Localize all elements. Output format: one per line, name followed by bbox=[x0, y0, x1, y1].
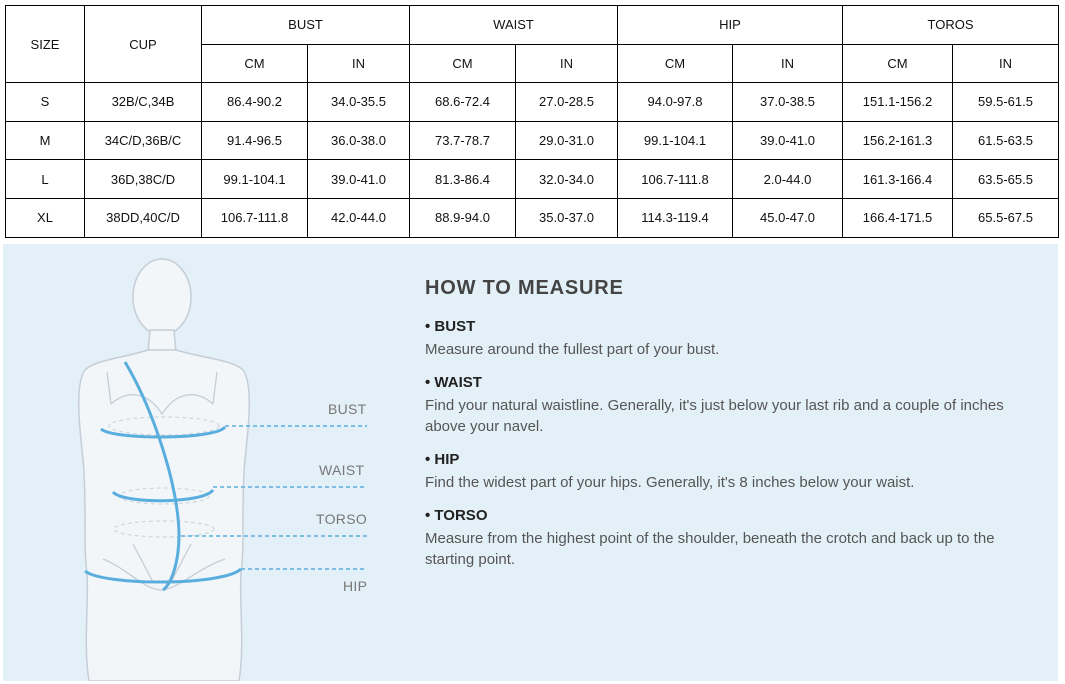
torso-header: TOROS bbox=[843, 6, 1059, 45]
table-cell: 35.0-37.0 bbox=[516, 198, 618, 237]
table-cell: 166.4-171.5 bbox=[843, 198, 953, 237]
table-cell: 38DD,40C/D bbox=[85, 198, 202, 237]
table-row bbox=[6, 160, 1059, 199]
figure-neck bbox=[148, 330, 176, 352]
table-cell: 32.0-34.0 bbox=[516, 160, 618, 199]
table-cell: 161.3-166.4 bbox=[843, 160, 953, 199]
section-text: Measure from the highest point of the shoulder, beneath the crotch and back up to the starting point. bbox=[425, 530, 995, 568]
unit-header: CM bbox=[202, 44, 308, 83]
table-cell: 68.6-72.4 bbox=[410, 83, 516, 122]
table-cell: 45.0-47.0 bbox=[733, 198, 843, 237]
section-heading: • BUST bbox=[425, 318, 476, 335]
figure-head bbox=[133, 259, 191, 335]
unit-header: IN bbox=[953, 44, 1059, 83]
unit-header: CM bbox=[843, 44, 953, 83]
table-cell: 34.0-35.5 bbox=[308, 83, 410, 122]
table-cell: 151.1-156.2 bbox=[843, 83, 953, 122]
table-cell: 39.0-41.0 bbox=[733, 121, 843, 160]
figure-label-torso: TORSO bbox=[316, 511, 368, 527]
waist-header: WAIST bbox=[410, 6, 618, 45]
cup-header: CUP bbox=[85, 6, 202, 83]
unit-header: CM bbox=[410, 44, 516, 83]
section-text: Measure around the fullest part of your bust. bbox=[425, 341, 720, 358]
section-text: Find your natural waistline. Generally, it's just below your last rib and a couple of inches above your navel. bbox=[425, 397, 1004, 435]
size-header: SIZE bbox=[6, 6, 85, 83]
figure-label-bust: BUST bbox=[328, 401, 367, 417]
table-cell: 32B/C,34B bbox=[85, 83, 202, 122]
hip-instruction bbox=[425, 451, 1045, 493]
figure-label-waist: WAIST bbox=[319, 462, 365, 478]
table-cell: 88.9-94.0 bbox=[410, 198, 516, 237]
table-cell: 59.5-61.5 bbox=[953, 83, 1059, 122]
table-header-row bbox=[6, 6, 1059, 45]
section-heading: • WAIST bbox=[425, 374, 482, 391]
measure-instructions bbox=[425, 277, 1045, 584]
table-cell: S bbox=[6, 83, 85, 122]
table-cell: 61.5-63.5 bbox=[953, 121, 1059, 160]
table-cell: M bbox=[6, 121, 85, 160]
table-cell: 156.2-161.3 bbox=[843, 121, 953, 160]
table-cell: XL bbox=[6, 198, 85, 237]
table-cell: 91.4-96.5 bbox=[202, 121, 308, 160]
table-cell: 106.7-111.8 bbox=[618, 160, 733, 199]
table-cell: L bbox=[6, 160, 85, 199]
table-row bbox=[6, 83, 1059, 122]
table-cell: 29.0-31.0 bbox=[516, 121, 618, 160]
size-chart-table bbox=[5, 5, 1059, 238]
unit-header: IN bbox=[733, 44, 843, 83]
figure-body bbox=[79, 350, 250, 681]
table-cell: 73.7-78.7 bbox=[410, 121, 516, 160]
table-cell: 86.4-90.2 bbox=[202, 83, 308, 122]
hip-header: HIP bbox=[618, 6, 843, 45]
table-cell: 65.5-67.5 bbox=[953, 198, 1059, 237]
table-cell: 99.1-104.1 bbox=[618, 121, 733, 160]
table-row bbox=[6, 198, 1059, 237]
table-cell: 99.1-104.1 bbox=[202, 160, 308, 199]
unit-header: IN bbox=[308, 44, 410, 83]
table-cell: 63.5-65.5 bbox=[953, 160, 1059, 199]
table-cell: 81.3-86.4 bbox=[410, 160, 516, 199]
how-to-measure-panel bbox=[3, 244, 1058, 681]
section-heading: • TORSO bbox=[425, 507, 488, 524]
table-cell: 36.0-38.0 bbox=[308, 121, 410, 160]
table-cell: 2.0-44.0 bbox=[733, 160, 843, 199]
section-heading: • HIP bbox=[425, 451, 460, 468]
section-text: Find the widest part of your hips. Generally, it's 8 inches below your waist. bbox=[425, 474, 915, 491]
unit-header: IN bbox=[516, 44, 618, 83]
how-to-measure-title: HOW TO MEASURE bbox=[425, 277, 624, 299]
torso-instruction bbox=[425, 507, 1045, 570]
bust-header: BUST bbox=[202, 6, 410, 45]
table-cell: 27.0-28.5 bbox=[516, 83, 618, 122]
waist-instruction bbox=[425, 374, 1045, 437]
bust-instruction bbox=[425, 318, 1045, 360]
table-cell: 42.0-44.0 bbox=[308, 198, 410, 237]
table-cell: 39.0-41.0 bbox=[308, 160, 410, 199]
table-cell: 37.0-38.5 bbox=[733, 83, 843, 122]
table-cell: 114.3-119.4 bbox=[618, 198, 733, 237]
table-cell: 34C/D,36B/C bbox=[85, 121, 202, 160]
table-cell: 94.0-97.8 bbox=[618, 83, 733, 122]
table-cell: 106.7-111.8 bbox=[202, 198, 308, 237]
unit-header: CM bbox=[618, 44, 733, 83]
table-row bbox=[6, 121, 1059, 160]
figure-label-hip: HIP bbox=[343, 578, 368, 594]
table-cell: 36D,38C/D bbox=[85, 160, 202, 199]
